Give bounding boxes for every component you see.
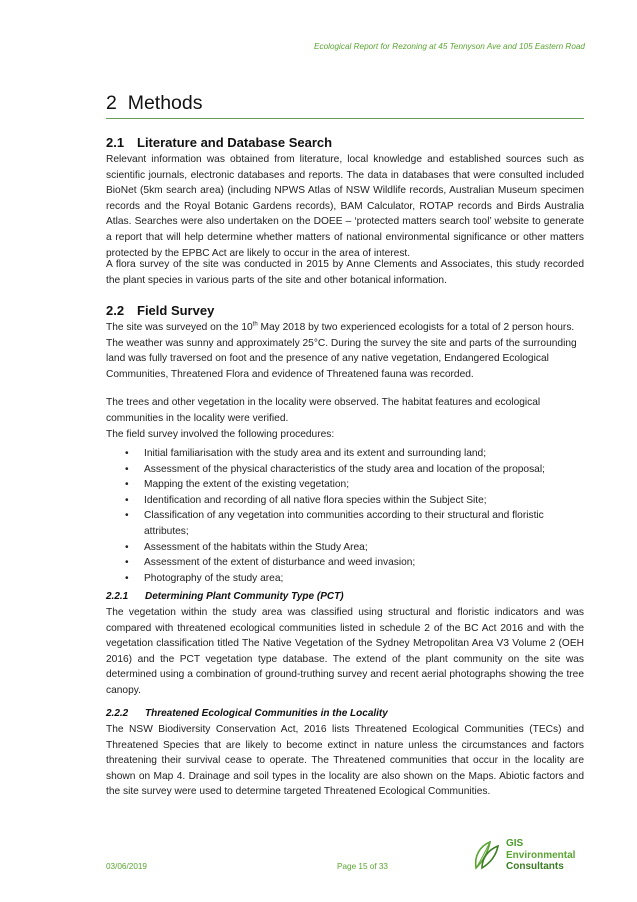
heading-methods — [106, 92, 203, 115]
logo-line-environmental: Environmental — [506, 849, 576, 861]
paragraph-literature-2: A flora survey of the site was conducted in 2015 by Anne Clements and Associates, this study recorded the plant species in various parts of the site and other botanical information. — [106, 259, 584, 286]
section-title: Threatened Ecological Communities in the Locality — [145, 708, 388, 719]
heading-rule — [106, 118, 584, 119]
section-title: Determining Plant Community Type (PCT) — [145, 591, 344, 602]
logo-line-consultants: Consultants — [506, 861, 564, 872]
list-item — [106, 540, 584, 556]
list-item — [106, 446, 584, 462]
list-item — [106, 477, 584, 493]
bullet-icon: • — [125, 541, 129, 553]
logo-text — [506, 838, 575, 873]
bullet-icon: • — [125, 572, 129, 584]
superscript: th — [252, 321, 258, 328]
bullet-icon: • — [125, 463, 129, 475]
list-item-text: Initial familiarisation with the study area and its extent and surrounding land; — [144, 448, 487, 459]
section-number: 2.2 — [106, 303, 125, 318]
bullet-icon: • — [125, 448, 129, 459]
bullet-icon: • — [125, 479, 129, 491]
heading-title: Methods — [127, 92, 203, 114]
heading-threatened-communities — [106, 708, 388, 719]
list-item — [106, 493, 584, 509]
section-number: 2.2.1 — [106, 591, 129, 602]
running-header: Ecological Report for Rezoning at 45 Tennyson Ave and 105 Eastern Road — [314, 42, 585, 51]
heading-field-survey — [106, 303, 214, 318]
paragraph-field-survey-3: The field survey involved the following procedures: — [106, 429, 335, 440]
heading-number: 2 — [106, 92, 117, 114]
text-part: May 2018 by two experienced ecologists for a total of 2 person hours. The weather was sunny and approximately 25°C. During the survey the site and parts of the surrounding land was fully traversed on foot and the presence of any native vegetation, Endangered Ecological Communities, Threatened Flora and evidence of Threatened fauna was recorded. — [106, 322, 577, 380]
leaf-logo-icon — [470, 838, 504, 872]
list-item-text: Assessment of the habitats within the Study Area; — [144, 541, 368, 553]
section-title: Field Survey — [137, 303, 215, 318]
section-number: 2.1 — [106, 135, 125, 150]
paragraph-threatened-communities: The NSW Biodiversity Conservation Act, 2016 lists Threatened Ecological Communities (TECs) and Threatened Species that are likely to become extinct in nature unless the circumstances and factors threatening their survival cease to operate. The Threatened communities that occur in the locality are shown on Map 4. Drainage and soil types in the locality are also shown on the Maps. Abiotic factors and the site survey were used to determine targeted Threatened Ecological Communities. — [106, 724, 584, 798]
heading-plant-community-type — [106, 591, 344, 602]
bullet-icon: • — [125, 557, 129, 569]
bullet-icon: • — [125, 494, 129, 506]
list-item — [106, 508, 584, 539]
list-item — [106, 571, 584, 587]
list-item-text: Classification of any vegetation into communities according to their structural and floristic attributes; — [144, 510, 544, 537]
footer-date: 03/06/2019 — [106, 862, 147, 871]
paragraph-field-survey-2: The trees and other vegetation in the locality were observed. The habitat features and ecological communities in the locality were verified. — [106, 397, 541, 424]
list-item — [106, 555, 584, 571]
list-item-text: Mapping the extent of the existing vegetation; — [144, 479, 350, 491]
list-item-text: Identification and recording of all native flora species within the Subject Site; — [144, 494, 487, 506]
paragraph-plant-community: The vegetation within the study area was classified using structural and floristic indicators and was compared with threatened ecological communities listed in schedule 2 of the BC Act 2016 and with the vegetation classification titled The Native Vegetation of the Sydney Metropolitan Area V3 Volume 2 (OEH 2016) and the PCT vegetation type database. The extend of the plant community on the site was determined using a combination of ground-truthing survey and recent aerial photographs showing the tree canopy. — [106, 607, 584, 696]
heading-literature-search — [106, 135, 332, 150]
list-item-text: Assessment of the extent of disturbance and weed invasion; — [144, 557, 416, 569]
company-logo — [470, 838, 590, 874]
section-title: Literature and Database Search — [137, 135, 333, 150]
logo-line-gis: GIS — [506, 838, 524, 849]
paragraph-field-survey-1 — [106, 320, 584, 382]
section-number: 2.2.2 — [106, 708, 129, 719]
list-item-text: Assessment of the physical characteristics of the study area and location of the proposal; — [144, 463, 545, 475]
list-item — [106, 462, 584, 478]
procedures-list — [106, 446, 584, 586]
paragraph-literature-1: Relevant information was obtained from literature, local knowledge and established sources such as scientific journals, electronic databases and reports. The data in databases that were consulted included BioNet (5km search area) (including NPWS Atlas of NSW Wildlife records, Australian Museum specimen records and the Royal Botanic Gardens records), BAM Calculator, ROTAP records and Birds Australia Atlas. Searches were also undertaken on the DOEE – ‘protected matters search tool’ website to generate a report that will help determine whether matters of national environmental significance or other matters protected by the EPBC Act are likely to occur in the area of interest. — [106, 154, 584, 259]
footer-page-number: Page 15 of 33 — [337, 862, 388, 871]
list-item-text: Photography of the study area; — [144, 572, 284, 584]
text-part: The site was surveyed on the 10 — [106, 322, 253, 333]
bullet-icon: • — [125, 510, 129, 522]
